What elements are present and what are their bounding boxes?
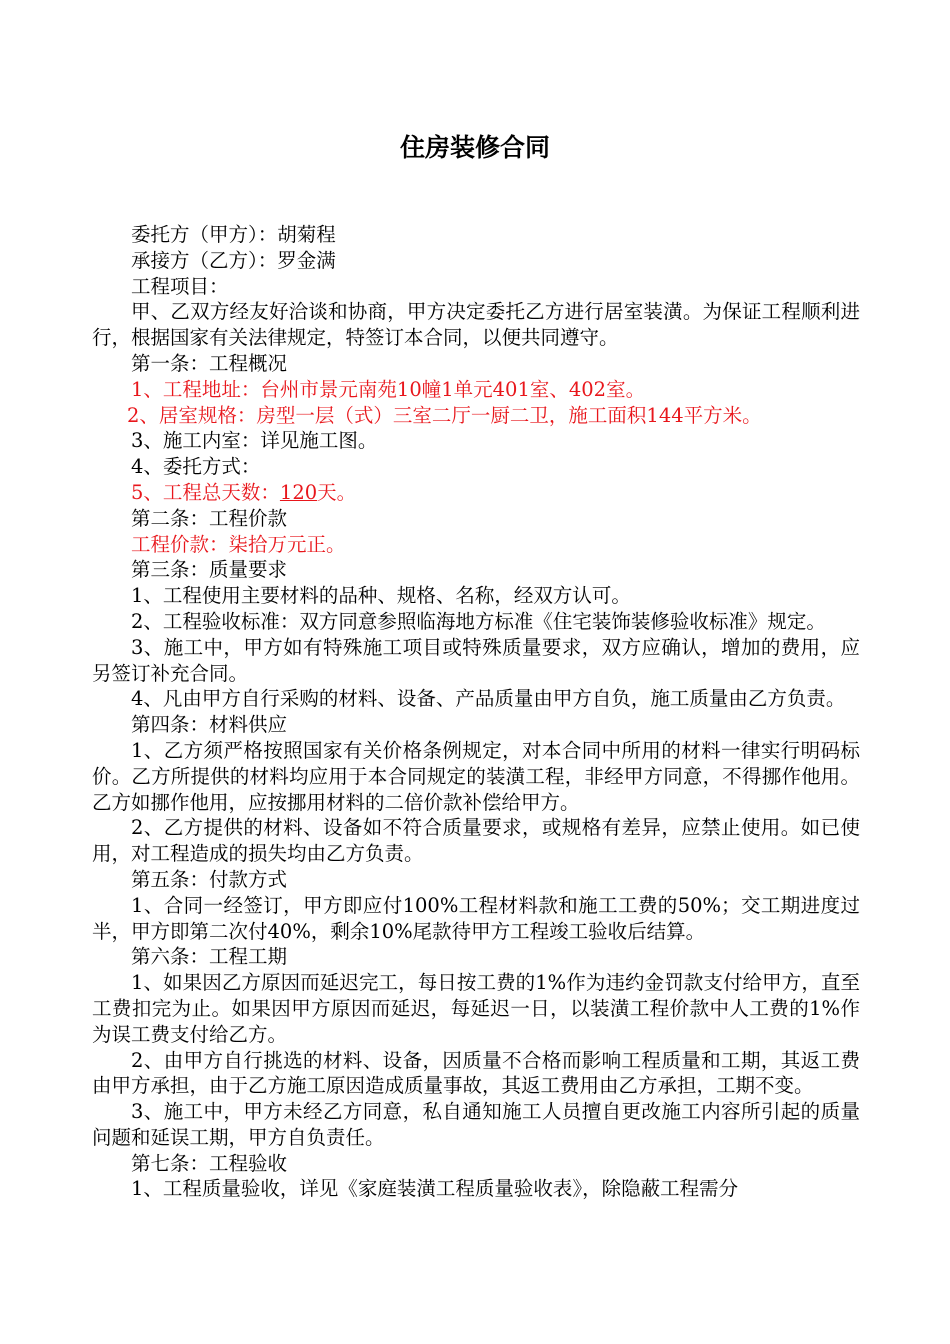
article-5-item-1: 1、合同一经签订，甲方即应付100%工程材料款和施工工费的50%；交工期进度过半，甲方即第二次付40%，剩余10%尾款待甲方工程竣工验收后结算。 [92, 893, 860, 943]
article-1-item-1: 1、工程地址：台州市景元南苑10幢1单元401室、402室。 [131, 377, 646, 401]
article-3-item-2: 2、工程验收标准：双方同意参照临海地方标准《住宅装饰装修验收标准》规定。 [131, 609, 826, 633]
article-2-price: 工程价款：柒拾万元正。 [131, 532, 346, 556]
article-6-item-1: 1、如果因乙方原因而延迟完工，每日按工费的1%作为违约金罚款支付给甲方，直至工费扣完为止。如果因甲方原因而延迟，每延迟一日，以装潢工程价款中人工费的1%作为误工费支付给乙方。 [92, 971, 860, 1046]
article-4-heading: 第四条：材料供应 [131, 713, 288, 737]
paragraph-contractor: 承接方（乙方）：罗金满 [131, 248, 336, 272]
article-6-item-3: 3、施工中，甲方未经乙方同意，私自通知施工人员擅自更改施工内容所引起的质量问题和延误工期，甲方自负责任。 [92, 1100, 860, 1149]
article-3-item-3: 3、施工中，甲方如有特殊施工项目或特殊质量要求，双方应确认，增加的费用，应另签订补充合同。 [92, 635, 860, 685]
article-5-heading: 第五条：付款方式 [131, 867, 288, 891]
document-body [92, 222, 860, 1202]
article-3-heading: 第三条：质量要求 [131, 558, 288, 582]
document-title: 住房装修合同 [399, 133, 550, 162]
article-6-item-2: 2、由甲方自行挑选的材料、设备，因质量不合格而影响工程质量和工期，其返工费由甲方承担，由于乙方施工原因造成质量事故，其返工费用由乙方承担，工期不变。 [92, 1048, 860, 1098]
total-days-value: 120 [279, 480, 318, 504]
paragraph-project: 工程项目： [131, 274, 229, 298]
article-3-item-1: 1、工程使用主要材料的品种、规格、名称，经双方认可。 [131, 584, 631, 608]
article-6-heading: 第六条：工程工期 [131, 945, 288, 969]
total-days-label: 5、工程总天数： [131, 480, 280, 504]
article-3-item-4: 4、凡由甲方自行采购的材料、设备、产品质量由甲方自负，施工质量由乙方负责。 [131, 687, 846, 711]
article-1-item-2: 2、居室规格：房型一层（式）三室二厅一厨二卫，施工面积144平方米。 [127, 403, 762, 427]
article-1-item-4: 4、委托方式： [131, 455, 261, 479]
article-1-item-3: 3、施工内室：详见施工图。 [131, 429, 378, 453]
total-days-unit: 天。 [317, 480, 357, 504]
paragraph-preamble: 甲、乙双方经友好洽谈和协商，甲方决定委托乙方进行居室装潢。为保证工程顺利进行，根据国家有关法律规定，特签订本合同，以便共同遵守。 [92, 300, 860, 350]
article-1-heading: 第一条：工程概况 [131, 351, 288, 375]
article-2-heading: 第二条：工程价款 [131, 506, 288, 530]
article-7-item-1: 1、工程质量验收，详见《家庭装潢工程质量验收表》，除隐蔽工程需分 [131, 1177, 739, 1201]
paragraph-client: 委托方（甲方）：胡菊程 [131, 223, 336, 246]
article-7-heading: 第七条：工程验收 [131, 1151, 288, 1175]
article-4-item-2: 2、乙方提供的材料、设备如不符合质量要求，或规格有差异，应禁止使用。如已使用，对工程造成的损失均由乙方负责。 [92, 816, 860, 866]
article-1-item-5 [92, 480, 860, 506]
article-4-item-1: 1、乙方须严格按照国家有关价格条例规定，对本合同中所用的材料一律实行明码标价。乙方所提供的材料均应用于本合同规定的装潢工程，非经甲方同意，不得挪作他用。乙方如挪作他用，应按挪用材料的二倍价款补偿给甲方。 [92, 738, 860, 814]
